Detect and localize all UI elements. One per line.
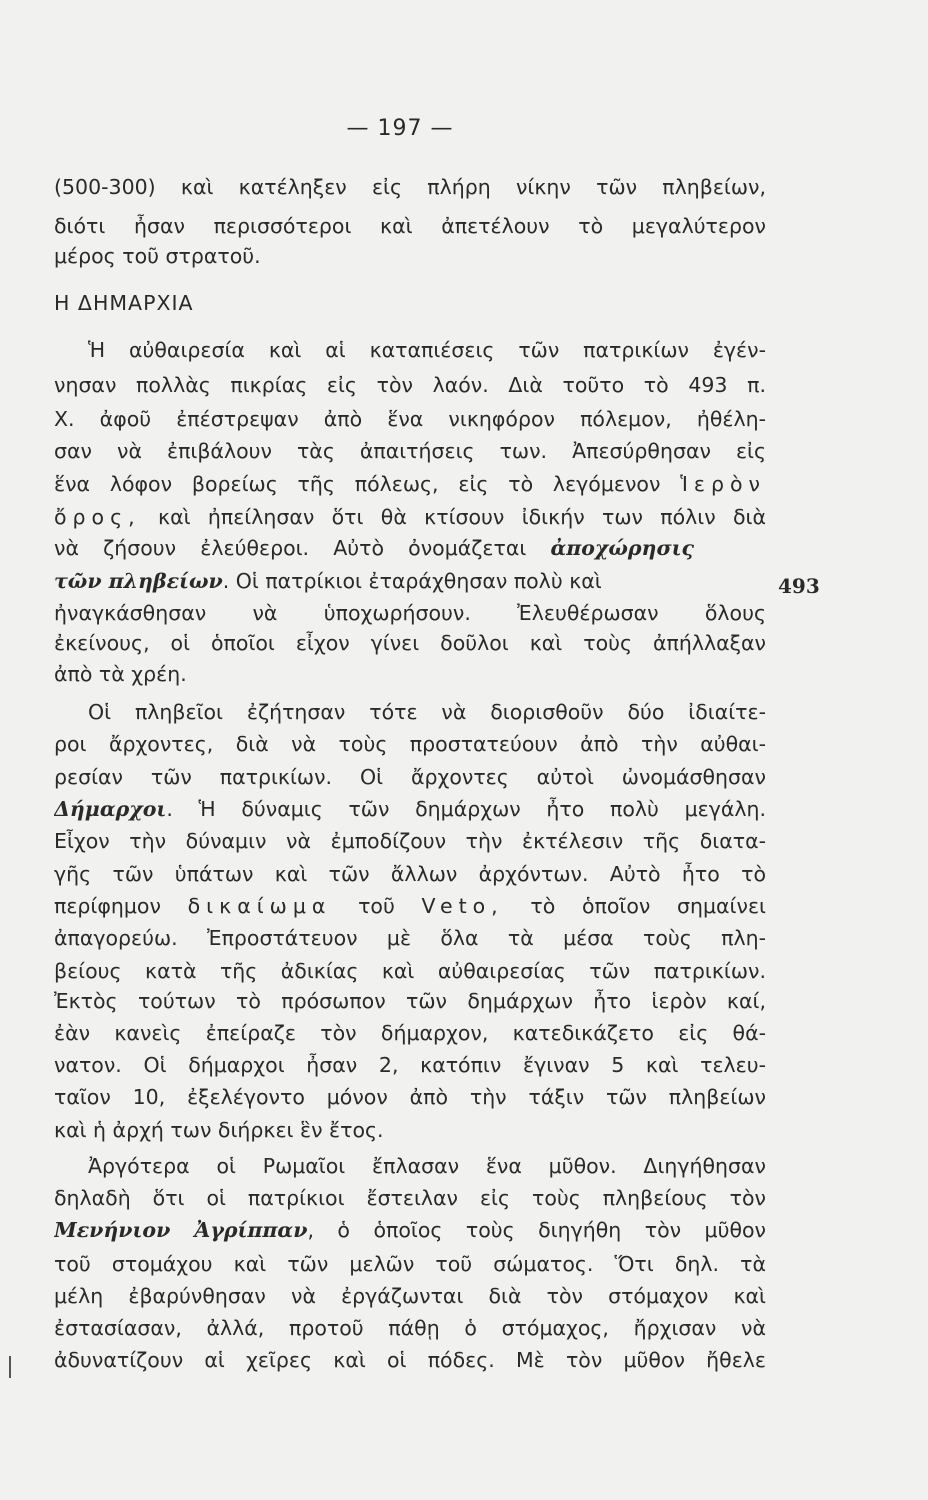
text-line: νησαν πολλὰς πικρίας εἰς τὸν λαόν. Διὰ τοῦτο τὸ 493 π. xyxy=(54,373,766,397)
text-line: σαν νὰ ἐπιβάλουν τὰς ἀπαιτήσεις των. Ἀπεσύρθησαν εἰς xyxy=(54,439,766,463)
bold-term: Μενήνιον Ἀγρίππαν xyxy=(54,1218,308,1242)
text-line xyxy=(54,794,766,824)
bold-term: τῶν πληβείων xyxy=(54,569,223,593)
text-line: ἀπαγορεύω. Ἐπροστάτευον μὲ ὅλα τὰ μέσα τοὺς πλη- xyxy=(54,926,766,950)
text-span: τὸ ὁποῖον σημαίνει xyxy=(530,894,766,918)
text-span: , ὁ ὁποῖος τοὺς διηγήθη τὸν μῦθον xyxy=(307,1218,766,1242)
text-span: περίφημον xyxy=(54,894,161,918)
text-line: ἠναγκάσθησαν νὰ ὑποχωρήσουν. Ἐλευθέρωσαν ὅλους xyxy=(54,601,766,625)
text-span: νὰ ζήσουν ἐλεύθεροι. Αὐτὸ ὀνομάζεται xyxy=(54,536,527,560)
text-span: ἕνα λόφον βορείως τῆς πόλεως, εἰς τὸ λεγόμενον xyxy=(54,472,661,496)
text-line: Εἶχον τὴν δύναμιν νὰ ἐμποδίζουν τὴν ἐκτέλεσιν τῆς διατα- xyxy=(54,829,766,853)
text-span: καὶ ἠπείλησαν ὅτι θὰ κτίσουν ἰδικήν των πόλιν διὰ xyxy=(158,505,766,529)
text-line: (500-300) καὶ κατέληξεν εἰς πλήρη νίκην τῶν πληβείων, xyxy=(54,175,766,199)
text-line: ροι ἄρχοντες, διὰ νὰ τοὺς προστατεύουν ἀπὸ τὴν αὐθαι- xyxy=(54,732,766,756)
text-line xyxy=(54,533,694,563)
text-line: Χ. ἀφοῦ ἐπέστρεψαν ἀπὸ ἕνα νικηφόρον πόλεμον, ἠθέλη- xyxy=(54,407,766,431)
text-line xyxy=(54,566,694,596)
section-heading: Η ΔΗΜΑΡΧΙΑ xyxy=(54,291,194,315)
text-line: διότι ἦσαν περισσότεροι καὶ ἀπετέλουν τὸ μεγαλύτερον xyxy=(54,214,766,238)
text-line: μέρος τοῦ στρατοῦ. xyxy=(54,244,261,268)
spaced-term: Veto, xyxy=(421,894,504,918)
text-line xyxy=(54,502,766,532)
page-number: — 197 — xyxy=(346,116,454,141)
spaced-term: δικαίωμα xyxy=(187,894,332,918)
text-line: ἐκείνους, οἱ ὁποῖοι εἶχον γίνει δοῦλοι καὶ τοὺς ἀπήλλαξαν xyxy=(54,631,766,655)
text-line: γῆς τῶν ὑπάτων καὶ τῶν ἄλλων ἀρχόντων. Αὐτὸ ἦτο τὸ xyxy=(54,862,766,886)
scan-speck xyxy=(9,1356,11,1378)
text-line xyxy=(54,469,766,499)
spaced-term: Ἱερὸν xyxy=(680,472,766,496)
text-line xyxy=(54,1215,766,1245)
text-line: καὶ ἡ ἀρχή των διήρκει ἓν ἔτος. xyxy=(54,1118,384,1142)
text-span: . Ἡ δύναμις τῶν δημάρχων ἦτο πολὺ μεγάλη. xyxy=(166,797,766,821)
bold-term: Δήμαρχοι xyxy=(54,797,167,821)
text-line xyxy=(54,891,766,921)
text-line: μέλη ἐβαρύνθησαν νὰ ἐργάζωνται διὰ τὸν στόμαχον καὶ xyxy=(54,1284,766,1308)
text-span: . Οἱ πατρίκιοι ἐταράχθησαν πολὺ καὶ xyxy=(222,569,602,593)
text-line: νατον. Οἱ δήμαρχοι ἦσαν 2, κατόπιν ἔγιναν 5 καὶ τελευ- xyxy=(54,1053,766,1077)
text-line: ταῖον 10, ἐξελέγοντο μόνον ἀπὸ τὴν τάξιν τῶν πληβείων xyxy=(54,1085,766,1109)
spaced-term: ὄρος, xyxy=(54,505,141,529)
text-line: ἐστασίασαν, ἀλλά, προτοῦ πάθῃ ὁ στόμαχος, ἤρχισαν νὰ xyxy=(54,1316,766,1340)
bold-term: ἀποχώρησις xyxy=(550,536,694,560)
text-line: ἐὰν κανεὶς ἐπείραζε τὸν δήμαρχον, κατεδικάζετο εἰς θά- xyxy=(54,1021,766,1045)
text-line: Ἐκτὸς τούτων τὸ πρόσωπον τῶν δημάρχων ἦτο ἱερὸν καί, xyxy=(54,989,766,1013)
text-line: ἀπὸ τὰ χρέη. xyxy=(54,662,187,686)
text-line: Ἀργότερα οἱ Ρωμαῖοι ἔπλασαν ἕνα μῦθον. Διηγήθησαν xyxy=(88,1154,766,1178)
text-line: τοῦ στομάχου καὶ τῶν μελῶν τοῦ σώματος. Ὅτι δηλ. τὰ xyxy=(54,1252,766,1276)
text-line: Οἱ πληβεῖοι ἐζήτησαν τότε νὰ διορισθοῦν δύο ἰδιαίτε- xyxy=(88,700,766,724)
text-line: ρεσίαν τῶν πατρικίων. Οἱ ἄρχοντες αὐτοὶ ὠνομάσθησαν xyxy=(54,765,766,789)
margin-note: 493 xyxy=(778,574,820,598)
text-line: δηλαδὴ ὅτι οἱ πατρίκιοι ἔστειλαν εἰς τοὺς πληβείους τὸν xyxy=(54,1186,766,1210)
text-line: ἀδυνατίζουν αἱ χεῖρες καὶ οἱ πόδες. Μὲ τὸν μῦθον ἤθελε xyxy=(54,1348,766,1372)
text-line: Ἡ αὐθαιρεσία καὶ αἱ καταπιέσεις τῶν πατρικίων ἐγέν- xyxy=(88,338,766,362)
text-span: τοῦ xyxy=(358,894,395,918)
text-line: βείους κατὰ τῆς ἀδικίας καὶ αὐθαιρεσίας τῶν πατρικίων. xyxy=(54,959,766,983)
